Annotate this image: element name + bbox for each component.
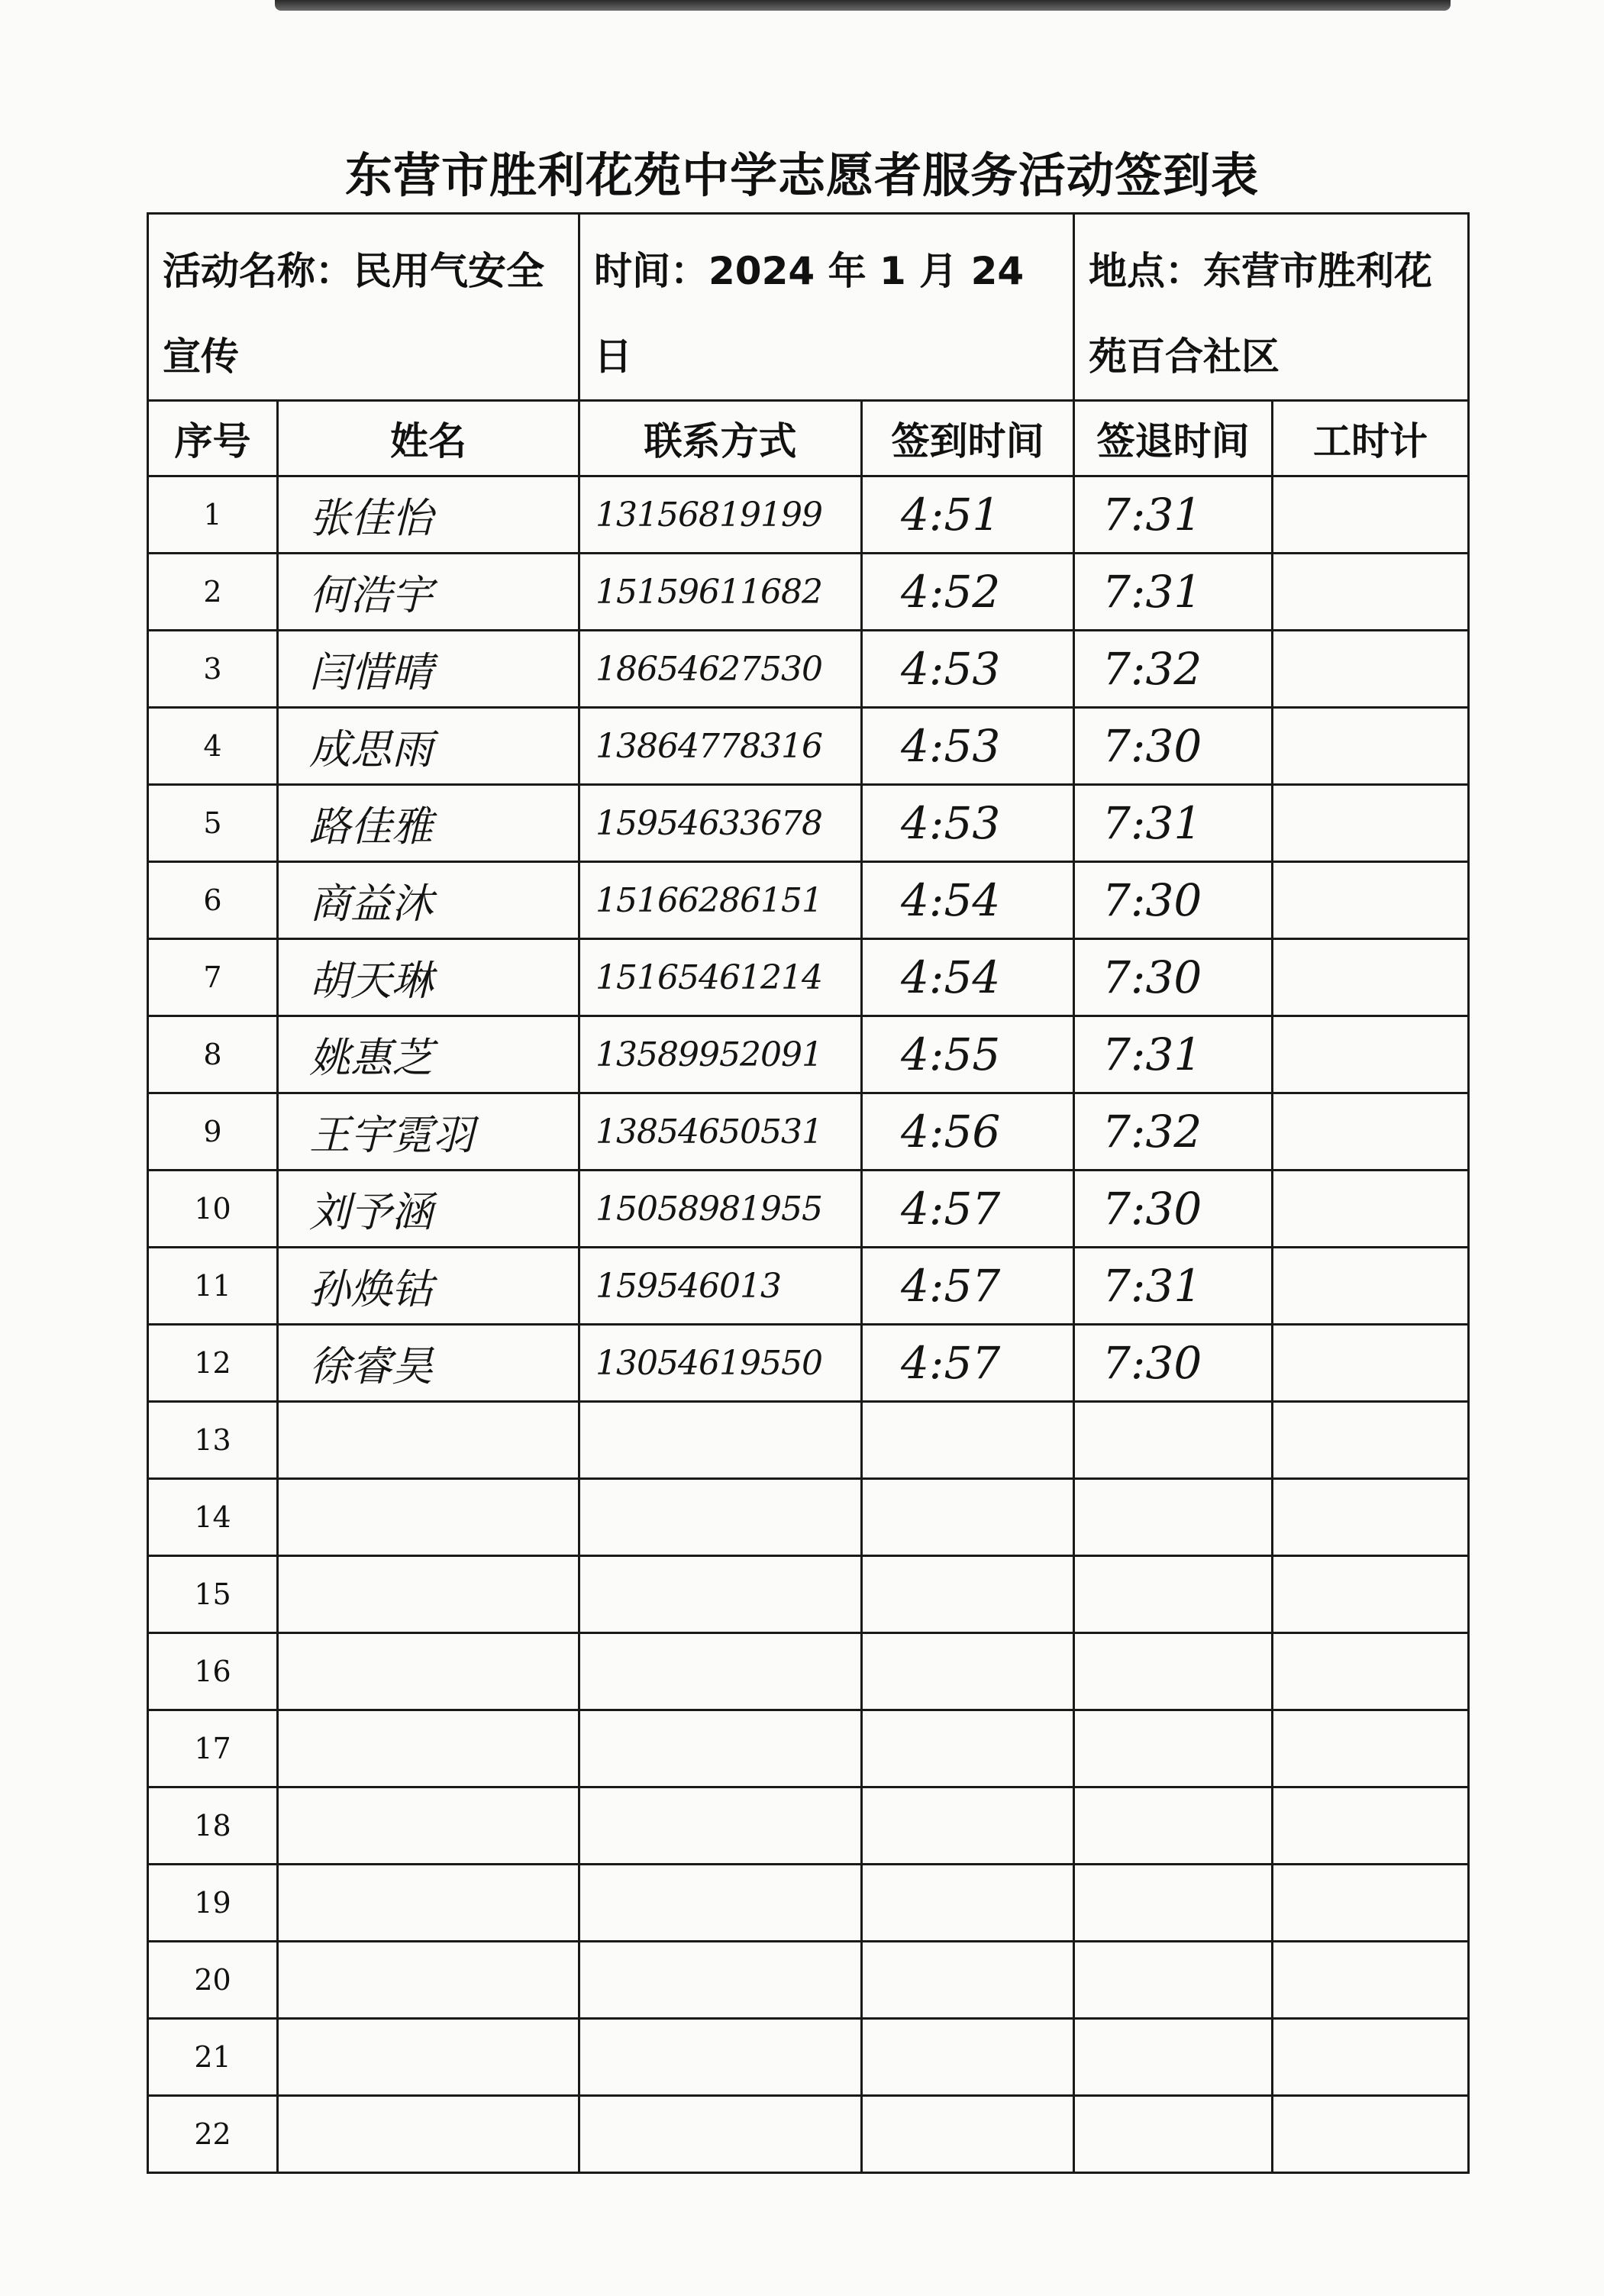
contact-phone-cell [579,1093,862,1171]
row-number-cell: 5 [148,785,278,862]
volunteer-name-cell [278,1171,579,1248]
checkout-time-cell [1074,708,1273,785]
contact-phone-cell [579,2096,862,2173]
checkout-time-cell [1074,2096,1273,2173]
checkin-time: 4:56 [901,1106,1001,1158]
volunteer-name-cell [278,1248,579,1325]
row-number-cell: 14 [148,1479,278,1556]
volunteer-name: 孙焕钴 [309,1264,433,1313]
work-hours-cell [1273,862,1469,939]
volunteer-name-cell [278,708,579,785]
table-row [148,1248,1469,1325]
checkin-time-cell [862,1016,1074,1093]
table-row [148,1325,1469,1402]
table-row [148,2019,1469,2096]
row-number-cell: 10 [148,1171,278,1248]
header-checkin: 签到时间 [862,401,1074,476]
contact-phone: 159546013 [595,1266,781,1306]
volunteer-name-cell [278,631,579,708]
work-hours-cell [1273,2019,1469,2096]
contact-phone-cell [579,1479,862,1556]
checkout-time: 7:31 [1102,1260,1202,1312]
volunteer-name-cell [278,1633,579,1710]
checkout-time-cell [1074,476,1273,554]
volunteer-name-cell [278,1479,579,1556]
checkout-time-cell [1074,1710,1273,1787]
checkin-time-cell [862,1093,1074,1171]
volunteer-name-cell [278,1865,579,1942]
row-number-cell: 3 [148,631,278,708]
work-hours-cell [1273,1248,1469,1325]
work-hours-cell [1273,1865,1469,1942]
checkout-time-cell [1074,1479,1273,1556]
checkout-time-cell [1074,862,1273,939]
contact-phone-cell [579,1633,862,1710]
volunteer-name-cell [278,1016,579,1093]
work-hours-cell [1273,1556,1469,1633]
row-number-cell: 11 [148,1248,278,1325]
checkout-time-cell [1074,1942,1273,2019]
table-row [148,1479,1469,1556]
row-number-cell: 15 [148,1556,278,1633]
scan-top-edge [275,0,1451,11]
table-row [148,1710,1469,1787]
table-row [148,554,1469,631]
activity-location: 地点：东营市胜利花苑百合社区 [1089,249,1433,379]
header-seq: 序号 [148,401,278,476]
checkout-time-cell [1074,554,1273,631]
checkin-time-cell [862,1710,1074,1787]
checkin-time-cell [862,1402,1074,1479]
contact-phone-cell [579,862,862,939]
checkout-time: 7:30 [1102,1337,1202,1389]
checkout-time: 7:31 [1102,566,1202,618]
volunteer-name-cell [278,1556,579,1633]
volunteer-name: 胡天琳 [309,956,433,1005]
checkout-time: 7:32 [1102,1106,1202,1158]
contact-phone: 13854650531 [595,1112,822,1151]
table-row [148,1556,1469,1633]
work-hours-cell [1273,1479,1469,1556]
checkin-time: 4:57 [901,1183,1001,1235]
checkin-time: 4:53 [901,643,1001,695]
work-hours-cell [1273,708,1469,785]
volunteer-name-cell [278,554,579,631]
checkin-time: 4:57 [901,1337,1001,1389]
volunteer-name-cell [278,2019,579,2096]
work-hours-cell [1273,939,1469,1016]
checkout-time-cell [1074,1865,1273,1942]
table-row [148,708,1469,785]
work-hours-cell [1273,785,1469,862]
checkin-time-cell [862,1865,1074,1942]
volunteer-name-cell [278,1787,579,1865]
row-number-cell: 9 [148,1093,278,1171]
volunteer-name-cell [278,1325,579,1402]
volunteer-name-cell [278,1402,579,1479]
table-row [148,862,1469,939]
header-name: 姓名 [278,401,579,476]
contact-phone: 13589952091 [595,1035,822,1074]
volunteer-name-cell [278,1710,579,1787]
info-row [148,214,1469,401]
contact-phone-cell [579,476,862,554]
checkin-time-cell [862,708,1074,785]
work-hours-cell [1273,554,1469,631]
table-row [148,476,1469,554]
time-cell [579,214,1074,401]
volunteer-name: 刘予涵 [309,1187,433,1236]
contact-phone-cell [579,1556,862,1633]
header-hours: 工时计 [1273,401,1469,476]
page-title: 东营市胜利花苑中学志愿者服务活动签到表 [344,147,1259,203]
contact-phone: 13864778316 [595,726,822,766]
checkin-time-cell [862,2019,1074,2096]
checkin-time-cell [862,785,1074,862]
volunteer-name-cell [278,862,579,939]
row-number-cell: 12 [148,1325,278,1402]
checkout-time: 7:32 [1102,643,1202,695]
contact-phone-cell [579,1171,862,1248]
checkin-time: 4:51 [901,489,1001,541]
checkout-time-cell [1074,631,1273,708]
work-hours-cell [1273,1633,1469,1710]
contact-phone-cell [579,1325,862,1402]
activity-name: 活动名称：民用气安全宣传 [163,249,544,379]
checkout-time-cell [1074,1402,1273,1479]
checkout-time: 7:31 [1102,797,1202,849]
checkout-time-cell [1074,1016,1273,1093]
row-number-cell: 16 [148,1633,278,1710]
checkin-time-cell [862,1171,1074,1248]
volunteer-name: 路佳雅 [309,802,433,851]
checkout-time-cell [1074,1093,1273,1171]
table-row [148,1402,1469,1479]
checkout-time-cell [1074,785,1273,862]
header-phone: 联系方式 [579,401,862,476]
contact-phone-cell [579,2019,862,2096]
table-row [148,939,1469,1016]
row-number-cell: 8 [148,1016,278,1093]
work-hours-cell [1273,1942,1469,2019]
checkin-time-cell [862,1479,1074,1556]
volunteer-name: 何浩宇 [309,570,433,619]
checkin-time-cell [862,1942,1074,2019]
checkin-time-cell [862,862,1074,939]
contact-phone: 15058981955 [595,1189,822,1229]
contact-phone: 15165461214 [595,957,822,997]
contact-phone-cell [579,785,862,862]
table-row [148,631,1469,708]
work-hours-cell [1273,1093,1469,1171]
contact-phone-cell [579,1865,862,1942]
checkout-time-cell [1074,1171,1273,1248]
contact-phone-cell [579,1787,862,1865]
table-row [148,1633,1469,1710]
checkin-time: 4:54 [901,951,1001,1003]
row-number-cell: 19 [148,1865,278,1942]
sign-in-table [147,212,1470,2174]
work-hours-cell [1273,1710,1469,1787]
checkin-time: 4:53 [901,720,1001,772]
contact-phone-cell [579,1710,862,1787]
volunteer-name-cell [278,2096,579,2173]
contact-phone-cell [579,939,862,1016]
row-number-cell: 1 [148,476,278,554]
volunteer-name: 徐睿昊 [309,1342,433,1390]
row-number-cell: 22 [148,2096,278,2173]
work-hours-cell [1273,1402,1469,1479]
volunteer-name-cell [278,785,579,862]
row-number-cell: 6 [148,862,278,939]
table-row [148,1865,1469,1942]
checkout-time-cell [1074,2019,1273,2096]
work-hours-cell [1273,1016,1469,1093]
contact-phone: 15159611682 [595,572,822,612]
table-row [148,1787,1469,1865]
checkin-time-cell [862,1633,1074,1710]
volunteer-name-cell [278,1093,579,1171]
checkout-time-cell [1074,1325,1273,1402]
volunteer-name: 王宇霓羽 [309,1110,474,1159]
checkout-time: 7:30 [1102,1183,1202,1235]
volunteer-name-cell [278,476,579,554]
table-row [148,785,1469,862]
activity-date: 时间：2024 年 1 月 24 日 [594,249,1025,379]
contact-phone-cell [579,1942,862,2019]
contact-phone: 13156819199 [595,495,822,534]
checkout-time: 7:30 [1102,951,1202,1003]
row-number-cell: 13 [148,1402,278,1479]
checkout-time: 7:31 [1102,489,1202,541]
header-checkout: 签退时间 [1074,401,1273,476]
location-cell [1074,214,1469,401]
checkin-time: 4:53 [901,797,1001,849]
contact-phone-cell [579,1402,862,1479]
contact-phone: 15166286151 [595,880,822,920]
checkin-time: 4:57 [901,1260,1001,1312]
table-row [148,1093,1469,1171]
row-number-cell: 4 [148,708,278,785]
contact-phone-cell [579,631,862,708]
header-row [148,401,1469,476]
checkout-time: 7:30 [1102,874,1202,926]
work-hours-cell [1273,631,1469,708]
checkout-time-cell [1074,1248,1273,1325]
row-number-cell: 7 [148,939,278,1016]
checkin-time-cell [862,1248,1074,1325]
checkout-time-cell [1074,1556,1273,1633]
checkin-time-cell [862,939,1074,1016]
contact-phone-cell [579,1016,862,1093]
volunteer-name-cell [278,939,579,1016]
checkin-time-cell [862,1325,1074,1402]
row-number-cell: 2 [148,554,278,631]
table-row [148,2096,1469,2173]
work-hours-cell [1273,476,1469,554]
table-row [148,1016,1469,1093]
checkout-time-cell [1074,1633,1273,1710]
checkout-time: 7:30 [1102,720,1202,772]
volunteer-name: 闫惜晴 [309,647,433,696]
volunteer-name: 商益沐 [309,879,433,928]
contact-phone-cell [579,708,862,785]
contact-phone: 13054619550 [595,1343,822,1383]
activity-cell [148,214,579,401]
table-row [148,1171,1469,1248]
contact-phone: 18654627530 [595,649,822,689]
work-hours-cell [1273,1787,1469,1865]
checkout-time: 7:31 [1102,1029,1202,1080]
volunteer-name-cell [278,1942,579,2019]
checkin-time-cell [862,2096,1074,2173]
checkin-time-cell [862,476,1074,554]
checkout-time-cell [1074,1787,1273,1865]
volunteer-name: 姚惠芝 [309,1033,433,1082]
row-number-cell: 21 [148,2019,278,2096]
table-row [148,1942,1469,2019]
checkin-time: 4:54 [901,874,1001,926]
checkin-time-cell [862,554,1074,631]
checkout-time-cell [1074,939,1273,1016]
row-number-cell: 20 [148,1942,278,2019]
work-hours-cell [1273,2096,1469,2173]
checkin-time-cell [862,1787,1074,1865]
work-hours-cell [1273,1325,1469,1402]
contact-phone-cell [579,1248,862,1325]
contact-phone-cell [579,554,862,631]
checkin-time-cell [862,1556,1074,1633]
contact-phone: 15954633678 [595,803,822,843]
volunteer-name: 张佳怡 [309,493,433,542]
checkin-time: 4:55 [901,1029,1001,1080]
checkin-time: 4:52 [901,566,1001,618]
volunteer-name: 成思雨 [309,725,433,773]
row-number-cell: 18 [148,1787,278,1865]
row-number-cell: 17 [148,1710,278,1787]
work-hours-cell [1273,1171,1469,1248]
checkin-time-cell [862,631,1074,708]
